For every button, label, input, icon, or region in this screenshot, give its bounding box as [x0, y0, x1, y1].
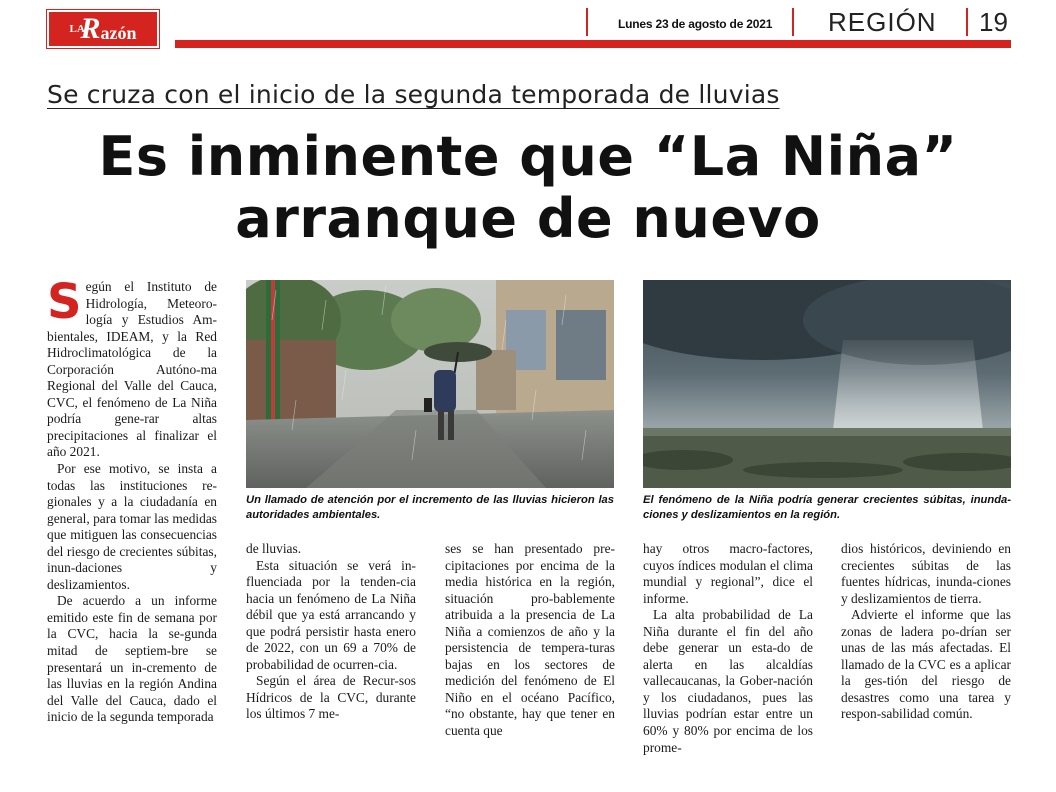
rainy-street-image — [246, 280, 614, 488]
logo-prefix: LA — [69, 23, 85, 35]
header-separator — [966, 8, 968, 36]
body-paragraph — [47, 274, 217, 461]
article-column-1 — [47, 274, 217, 726]
article-kicker: Se cruza con el inicio de la segunda temporada de lluvias — [47, 80, 780, 109]
logo-initial: R — [80, 12, 101, 45]
body-paragraph: ses se han presentado pre-cipitaciones por encima de la media histórica en la región, situación pro-bablemente atribuida a la presencia de La Niña a comienzos de año y la persistencia de tempera-turas bajas en los sectores de medición del fenómeno de El Niño en el océano Pacífico, “no obstante, hay que tener en cuenta que — [445, 541, 615, 739]
body-paragraph: Advierte el informe que las zonas de ladera po-drían ser unas de las más afectadas. El llamado de la CVC es a aplicar la ges-tión del riesgo de desastres como una tarea y respon-sabilidad común. — [841, 607, 1011, 722]
article-column-2 — [246, 541, 416, 723]
header-separator — [792, 8, 794, 36]
photo-rainy-street — [246, 280, 614, 488]
photo-caption-right: El fenómeno de la Niña podría generar crecientes súbitas, inunda-ciones y deslizamientos en la región. — [643, 494, 1011, 521]
article-column-3 — [445, 541, 615, 740]
article-headline — [30, 126, 1026, 250]
body-paragraph: hay otros macro-factores, cuyos índices modulan el clima mundial y regional”, dice el informe. — [643, 541, 813, 606]
body-paragraph: La alta probabilidad de La Niña durante el fin del año debe generar un esta-do de alerta en las alcaldías vallecaucanas, la Gober-nación y los ciudadanos, pues las lluvias podrían estar entre un 60% y 80% por encima de los prome- — [643, 607, 813, 755]
article-column-4 — [643, 541, 813, 756]
article-column-5 — [841, 541, 1011, 723]
body-paragraph: Por ese motivo, se insta a todas las instituciones re-gionales y a la ciudadanía en general, para tomar las medidas que mitiguen las consecuencias del riesgo de crecientes súbitas, inun-daciones y deslizamientos. — [47, 461, 217, 592]
headline-line-2: arranque de nuevo — [235, 187, 821, 250]
body-paragraph: Esta situación se verá in-fluenciada por la tenden-cia hacia un fenómeno de La Niña débil que ya está arrancando y que podrá persistir hasta enero de 2022, con un 69 a 70% de probabilidad de ocurren-cia. — [246, 557, 416, 672]
logo-rest: azón — [100, 23, 137, 43]
photo-caption-left: Un llamado de atención por el incremento de las lluvias hicieron las autoridades ambientales. — [246, 494, 614, 521]
drop-cap: S — [47, 274, 82, 330]
header-separator — [586, 8, 588, 36]
section-name: REGIÓN — [828, 7, 937, 37]
paragraph-text: egún el Instituto de Hidrología, Meteoro-logía y Estudios Am-bientales, IDEAM, y la Red Hidroclimatológica de la Corporación Autóno-ma Regional del Valle del Cauca, CVC, el fenómeno de La Niña podría gene-rar altas precipitaciones al finalizar el año 2021. — [47, 279, 217, 460]
storm-cloud-image — [643, 280, 1011, 488]
issue-date: Lunes 23 de agosto de 2021 — [618, 17, 773, 31]
header-red-bar — [175, 40, 1011, 48]
headline-line-1: Es inminente que “La Niña” — [98, 125, 958, 188]
page-number: 19 — [979, 7, 1008, 37]
body-paragraph: dios históricos, deviniendo en crecientes súbitas de las fuentes hídricas, inunda-ciones y deslizamientos de tierra. — [841, 541, 1011, 606]
body-paragraph: de lluvias. — [246, 541, 302, 556]
photo-storm-cloud — [643, 280, 1011, 488]
newspaper-logo — [47, 10, 159, 48]
body-paragraph: De acuerdo a un informe emitido este fin de semana por la CVC, hacia la se-gunda mitad de septiem-bre se presentará un in-cremento de las lluvias en la región Andina del Valle del Cauca, dado el inicio de la segunda temporada — [47, 593, 217, 725]
body-paragraph: Según el área de Recur-sos Hídricos de la CVC, durante los últimos 7 me- — [246, 673, 416, 722]
